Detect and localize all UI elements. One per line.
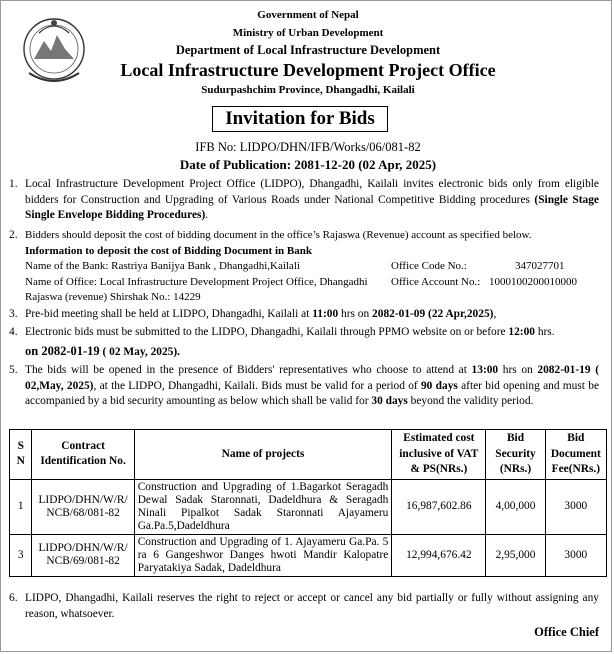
header-cost: Estimated cost inclusive of VAT & PS(NRs.) <box>392 430 486 480</box>
procedure-name: (Single Stage Single Envelope Bidding Procedures) <box>25 193 599 221</box>
department-line: Department of Local Infrastructure Development <box>175 43 441 57</box>
submission-date: on 2082-01-19 <box>25 343 100 358</box>
submission-time: 12:00 <box>508 326 535 338</box>
paragraph-text: hrs on <box>498 364 538 376</box>
paragraph-text: beyond the validity period. <box>407 395 534 407</box>
opening-date: 2082-01-19 ( 02,May, 2025) <box>25 364 600 392</box>
row-sn: 1 <box>10 479 32 534</box>
row-contract: LIDPO/DHN/W/R/ NCB/69/081-82 <box>32 534 134 576</box>
bank-name: Name of the Bank: Rastriya Banijya Bank , Dhangadhi,Kailali <box>25 260 300 272</box>
invitation-title: Invitation for Bids <box>212 106 388 132</box>
bank-info-heading: Information to deposit the cost of Bidding Document in Bank <box>25 244 312 257</box>
office-address: Sudurpashchim Province, Dhangadhi, Kailali <box>201 84 415 96</box>
row-cost: 16,987,602.86 <box>392 479 486 534</box>
government-line: Government of Nepal <box>257 9 359 21</box>
paragraph-text: LIDPO, Dhangadhi, Kailali reserves the right to reject or accept or cancel any bid partially or fully without assigning any reason, whatsoever. <box>25 592 599 620</box>
paragraph-number: 1. <box>9 178 18 190</box>
paragraph-4 <box>1 325 599 360</box>
paragraph-text: , at the LIDPO, Dhangadhi, Kailali. Bids must be valid for a period of <box>93 379 421 392</box>
paragraph-text: . <box>205 209 209 221</box>
paragraph-number: 2. <box>9 229 18 241</box>
paragraph-text: Electronic bids must be submitted to the LIDPO, Dhangadhi, Kailali through PPMO website on or before <box>25 326 509 338</box>
publication-date: Date of Publication: 2081-12-20 (02 Apr, 2025) <box>179 157 437 172</box>
header-security: Bid Security (NRs.) <box>486 430 545 480</box>
paragraph-text: hrs on <box>338 308 373 320</box>
paragraph-text: Local Infrastructure Development Project Office (LIDPO), Dhangadhi, Kailali invites electronic bids only from eligible bidders for Construction and Upgrading of Various Roads under National Competitive Bidding procedures <box>25 178 599 206</box>
paragraph-text: , <box>493 308 497 320</box>
paragraph-number: 5. <box>9 364 18 376</box>
paragraph-text: hrs. <box>534 326 555 338</box>
prebid-date: 2082-01-09 (22 Apr,2025) <box>372 308 494 320</box>
header-contract: Contract Identification No. <box>32 430 134 480</box>
paragraph-number: 6. <box>9 592 18 604</box>
table-row <box>10 479 607 534</box>
submission-date-en: ( 02 May, 2025). <box>99 345 181 358</box>
paragraph-number: 4. <box>9 326 18 338</box>
paragraph-text: Pre-bid meeting shall be held at LIDPO, Dhangadhi, Kailali at <box>25 308 313 320</box>
revenue-shirshak: Rajaswa (revenue) Shirshak No.: 14229 <box>25 291 201 303</box>
ifb-number: IFB No: LIDPO/DHN/IFB/Works/06/081-82 <box>195 140 421 154</box>
opening-time: 13:00 <box>471 364 499 376</box>
header-fee: Bid Document Fee(NRs.) <box>545 430 606 480</box>
account-number: 1000100200010000 <box>489 275 577 288</box>
header-sn: S N <box>10 430 32 480</box>
paragraph-number: 3. <box>9 308 18 320</box>
office-title: Local Infrastructure Development Project Office <box>120 60 496 80</box>
bids-table <box>9 429 607 577</box>
office-name: Name of Office: Local Infrastructure Development Project Office, Dhangadhi <box>25 275 368 288</box>
row-project-name: Construction and Upgrading of 1.Bagarkot Seragadh Dewal Sadak Staronnati, Dadeldhura & Seragadh Ninali Pipalkot Sadak Staronnati Ajayameru Ga.Pa.5,Dadeldhura <box>134 479 392 534</box>
signatory: Office Chief <box>534 625 599 639</box>
row-project-name: Construction and Upgrading of 1. Ajayameru Ga.Pa. 5 ra 6 Gangeshwor Danges hwoti Mandir Kalopatre Paryatakiya Sadak, Dadeldhura <box>134 534 392 576</box>
paragraph-text: after bid opening and must be accompanied by a bid security amounting as below which shall be valid for <box>25 379 599 407</box>
row-cost: 12,994,676.42 <box>392 534 486 576</box>
ministry-line: Ministry of Urban Development <box>232 27 384 39</box>
paragraph-5 <box>1 363 599 410</box>
prebid-time: 11:00 <box>312 308 339 320</box>
security-validity-days: 30 days <box>371 395 408 407</box>
row-fee: 3000 <box>545 479 606 534</box>
paragraph-1 <box>1 177 599 224</box>
row-fee: 3000 <box>545 534 606 576</box>
office-code-label: Office Code No.: <box>391 260 467 272</box>
table-header-row <box>10 430 607 480</box>
validity-days: 90 days <box>420 379 458 392</box>
paragraph-3 <box>1 307 599 323</box>
paragraph-text: Bidders should deposit the cost of bidding document in the office’s Rajaswa (Revenue) account as specified below. <box>25 229 532 241</box>
header-name: Name of projects <box>134 430 392 480</box>
office-code: 347027701 <box>515 260 565 272</box>
row-security: 4,00,000 <box>486 479 545 534</box>
paragraph-2 <box>1 228 599 306</box>
account-label: Office Account No.: <box>391 275 481 288</box>
row-contract: LIDPO/DHN/W/R/ NCB/68/081-82 <box>32 479 134 534</box>
table-row <box>10 534 607 576</box>
row-sn: 3 <box>10 534 32 576</box>
row-security: 2,95,000 <box>486 534 545 576</box>
paragraph-6 <box>1 591 599 622</box>
paragraph-text: The bids will be opened in the presence of Bidders' representatives who choose to attend at <box>25 364 472 376</box>
